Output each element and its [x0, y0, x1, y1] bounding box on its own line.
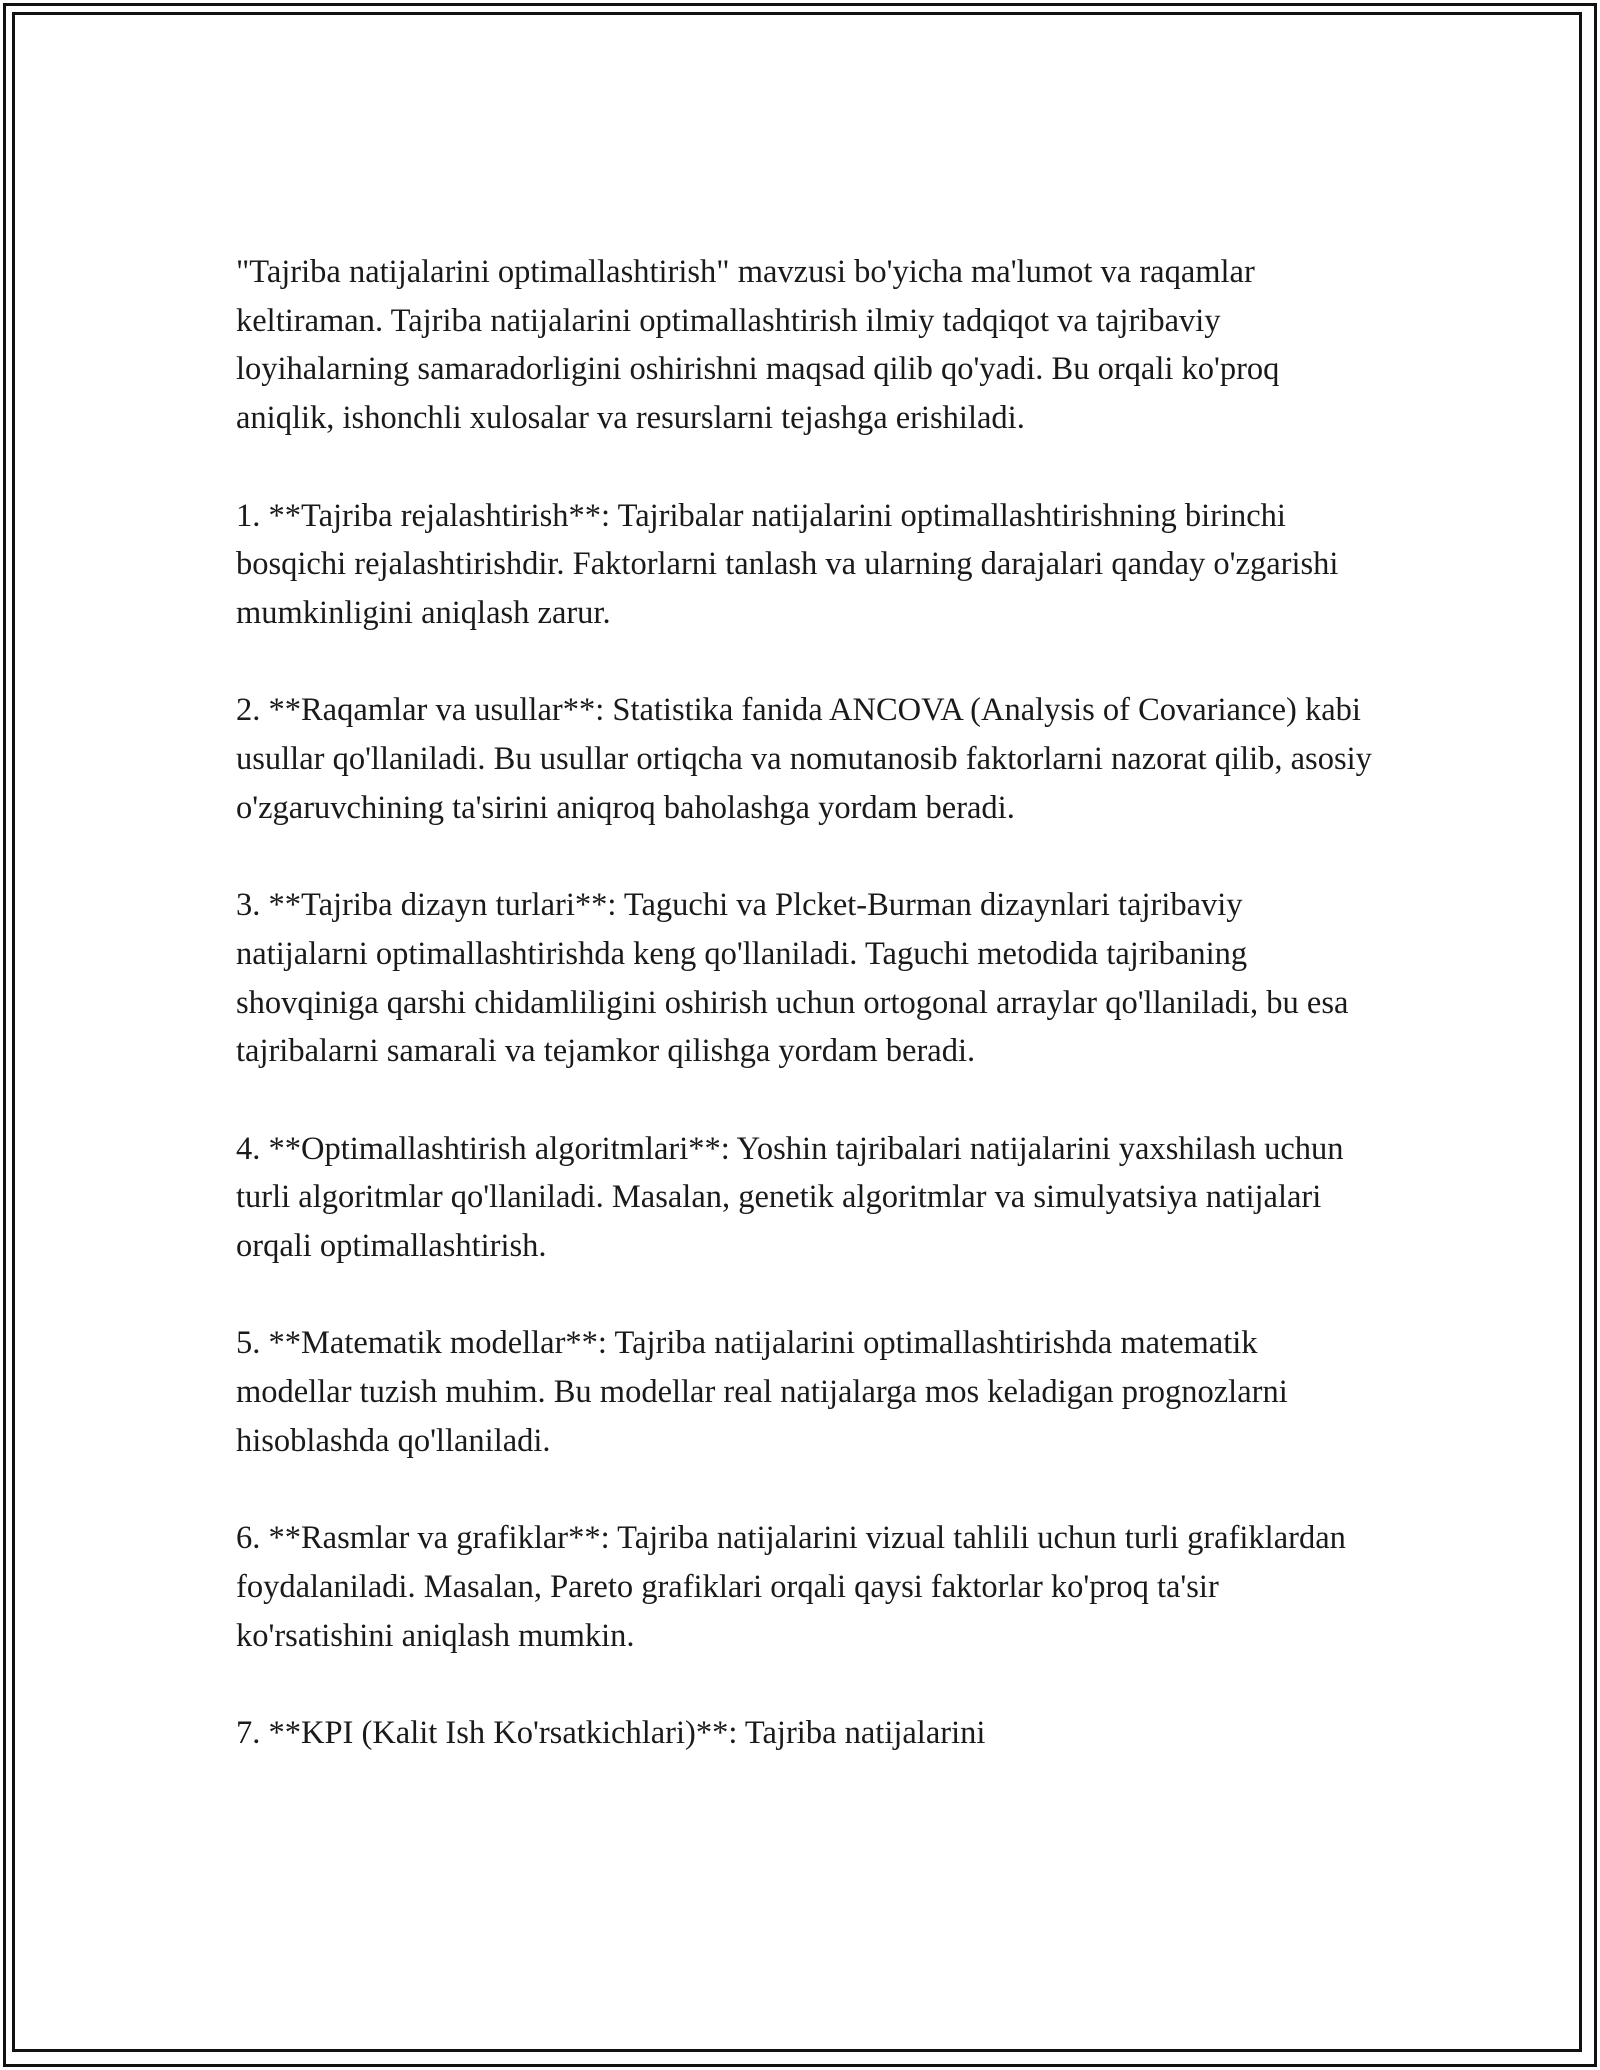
intro-paragraph: "Tajriba natijalarini optimallashtirish" mavzusi bo'yicha ma'lumot va raqamlar keltiraman. Tajriba natijalarini optimallashtirish ilmiy tadqiqot va tajribaviy loyihalarning samaradorligini oshirishni maqsad qilib qo'yadi. Bu orqali ko'proq aniqlik, ishonchli xulosalar va resurslarni tejashga erishiladi.: [236, 254, 1280, 437]
list-item-2: 2. **Raqamlar va usullar**: Statistika fanida ANCOVA (Analysis of Covariance) kabi usullar qo'llaniladi. Bu usullar ortiqcha va nomutanosib faktorlarni nazorat qilib, asosiy o'zgaruvchining ta'sirini aniqroq baholashga yordam beradi.: [236, 692, 1372, 826]
list-item-5: 5. **Matematik modellar**: Tajriba natijalarini optimallashtirishda matematik modellar tuzish muhim. Bu modellar real natijalarga mos keladigan prognozlarni hisoblashda qo'llaniladi.: [236, 1325, 1288, 1459]
list-item-7: 7. **KPI (Kalit Ish Ko'rsatkichlari)**: Tajriba natijalarini: [236, 1714, 986, 1751]
document-body: [236, 248, 1376, 1758]
list-item-3: 3. **Tajriba dizayn turlari**: Taguchi va Plcket-Burman dizaynlari tajribaviy natijalarni optimallashtirishda keng qo'llaniladi. Taguchi metodida tajribaning shovqiniga qarshi chidamliligini oshirish uchun ortogonal arraylar qo'llaniladi, bu esa tajribalarni samarali va tejamkor qilishga yordam beradi.: [236, 887, 1349, 1070]
list-item-4: 4. **Optimallashtirish algoritmlari**: Yoshin tajribalari natijalarini yaxshilash uchun turli algoritmlar qo'llaniladi. Masalan, genetik algoritmlar va simulyatsiya natijalari orqali optimallashtirish.: [236, 1130, 1344, 1264]
list-item-6: 6. **Rasmlar va grafiklar**: Tajriba natijalarini vizual tahlili uchun turli grafiklardan foydalaniladi. Masalan, Pareto grafiklari orqali qaysi faktorlar ko'proq ta'sir ko'rsatishini aniqlash mumkin.: [236, 1520, 1346, 1654]
list-item-1: 1. **Tajriba rejalashtirish**: Tajribalar natijalarini optimallashtirishning birinchi bosqichi rejalashtirishdir. Faktorlarni tanlash va ularning darajalari qanday o'zgarishi mumkinligini aniqlash zarur.: [236, 497, 1339, 631]
